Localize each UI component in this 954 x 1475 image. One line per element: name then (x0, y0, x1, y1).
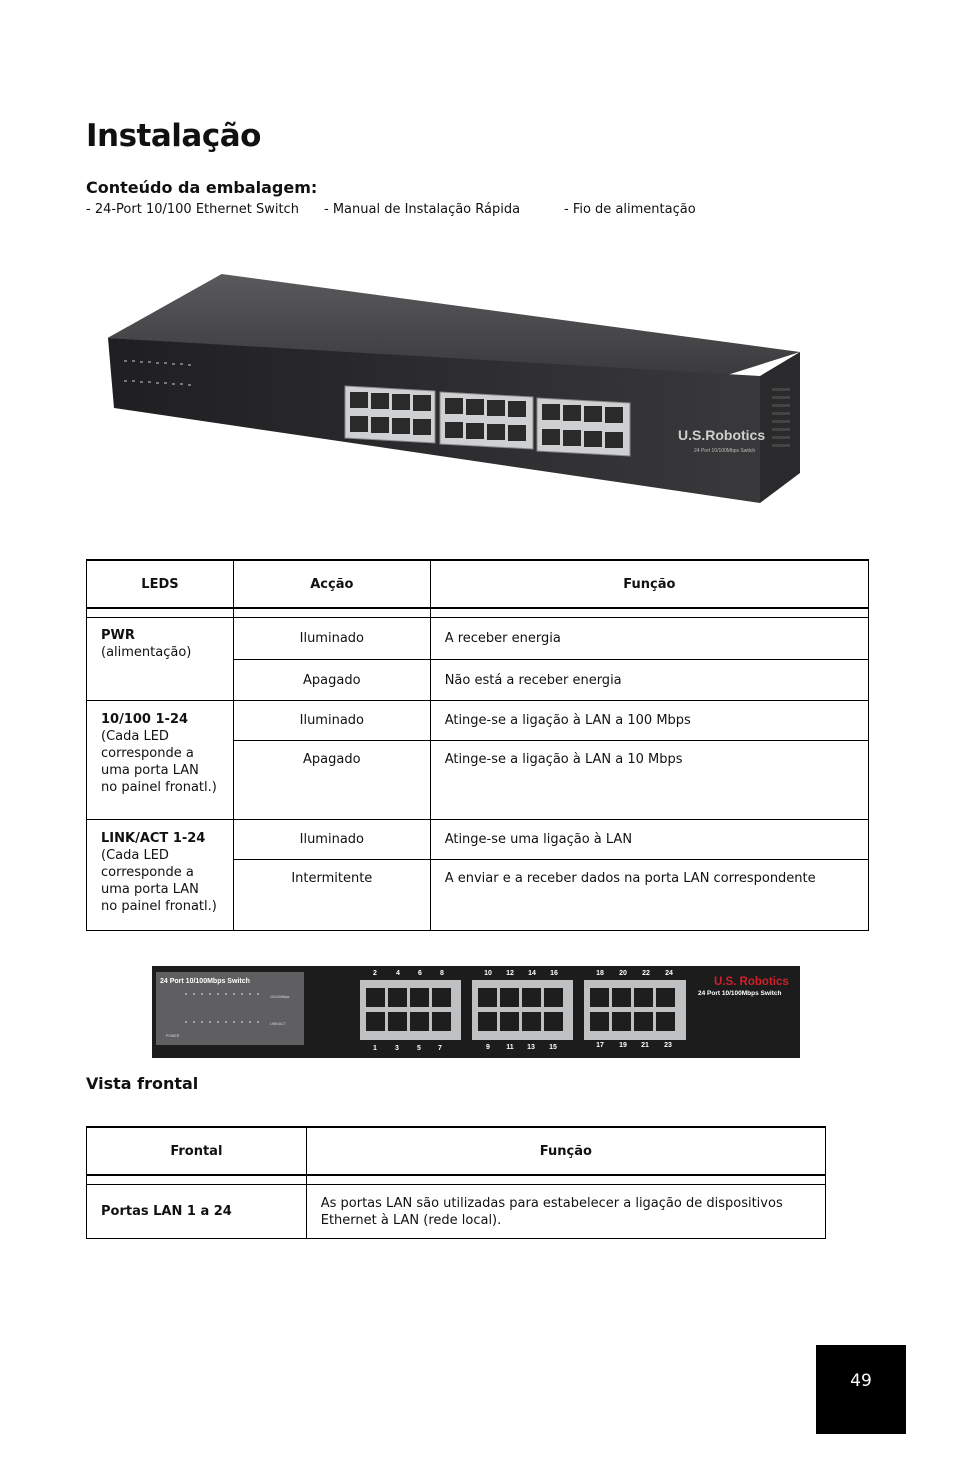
table-row (87, 701, 869, 741)
photo-brand-logo: U.S.Robotics (678, 427, 766, 443)
banner-brand-logo: U.S. Robotics (714, 976, 789, 988)
package-item-power-cord: - Fio de alimentação (564, 202, 696, 217)
port-number-label: 9 (486, 1044, 490, 1051)
port-number-label: 12 (506, 970, 514, 977)
port-number-label: 5 (417, 1045, 421, 1052)
led-name-pwr: PWR (101, 628, 135, 643)
port-number-label: 20 (619, 970, 627, 977)
table-row (87, 1185, 826, 1239)
table-row (87, 618, 869, 660)
function-cell: Atinge-se a ligação à LAN a 10 Mbps (430, 741, 868, 820)
led-name-10-100: 10/100 1-24 (101, 712, 189, 727)
table-row (87, 820, 869, 860)
banner-left-label: 24 Port 10/100Mbps Switch (160, 978, 250, 985)
col-header-front: Frontal (87, 1127, 307, 1175)
port-number-label: 17 (596, 1042, 604, 1049)
port-number-label: 15 (549, 1044, 557, 1051)
function-cell: A receber energia (430, 618, 868, 660)
photo-model-label: 24 Port 10/100Mbps Switch (694, 448, 756, 454)
led-desc-10-100: (Cada LED corresponde a uma porta LAN no painel fronatl.) (101, 729, 217, 795)
led-desc-link-act: (Cada LED corresponde a uma porta LAN no painel fronatl.) (101, 848, 217, 914)
front-name-cell: Portas LAN 1 a 24 (87, 1185, 307, 1239)
port-number-label: 6 (418, 970, 422, 977)
front-function-cell: As portas LAN são utilizadas para estabelecer a ligação de dispositivos Ethernet à LAN (rede local). (306, 1185, 825, 1239)
port-number-label: 11 (506, 1044, 514, 1051)
port-number-label: 14 (528, 970, 536, 977)
col-header-function: Função (306, 1127, 825, 1175)
banner-led-label-1: 10/100Mbps (270, 995, 290, 999)
port-number-label: 3 (395, 1045, 399, 1052)
banner-model-label: 24 Port 10/100Mbps Switch (698, 990, 782, 997)
led-desc-pwr: (alimentação) (101, 645, 192, 660)
led-name-link-act: LINK/ACT 1-24 (101, 831, 206, 846)
action-cell: Iluminado (233, 618, 430, 660)
port-number-label: 8 (440, 970, 444, 977)
banner-led-label-2: LINK/ACT (270, 1022, 286, 1026)
port-number-label: 10 (484, 970, 492, 977)
col-header-leds: LEDS (87, 560, 234, 608)
front-panel-diagram (152, 966, 800, 1058)
banner-power-label: POWER (166, 1034, 180, 1038)
port-number-label: 23 (664, 1042, 672, 1049)
port-number-label: 21 (641, 1042, 649, 1049)
port-number-label: 13 (527, 1044, 535, 1051)
led-table (86, 559, 869, 931)
package-contents-heading: Conteúdo da embalagem: (86, 178, 318, 197)
switch-photo (100, 268, 800, 510)
page-number: 49 (816, 1345, 906, 1434)
port-number-label: 24 (665, 970, 673, 977)
function-cell: A enviar e a receber dados na porta LAN correspondente (430, 860, 868, 931)
action-cell: Iluminado (233, 701, 430, 741)
package-item-switch: - 24-Port 10/100 Ethernet Switch (86, 202, 299, 217)
port-number-label: 22 (642, 970, 650, 977)
action-cell: Iluminado (233, 820, 430, 860)
package-item-manual: - Manual de Instalação Rápida (324, 202, 521, 217)
front-view-heading: Vista frontal (86, 1074, 199, 1093)
col-header-function: Função (430, 560, 868, 608)
port-number-label: 16 (550, 970, 558, 977)
page-title: Instalação (86, 118, 261, 154)
col-header-action: Acção (233, 560, 430, 608)
action-cell: Apagado (233, 660, 430, 701)
function-cell: Atinge-se uma ligação à LAN (430, 820, 868, 860)
function-cell: Atinge-se a ligação à LAN a 100 Mbps (430, 701, 868, 741)
port-number-label: 4 (396, 970, 400, 977)
port-number-label: 18 (596, 970, 604, 977)
function-cell: Não está a receber energia (430, 660, 868, 701)
action-cell: Intermitente (233, 860, 430, 931)
port-number-label: 19 (619, 1042, 627, 1049)
port-number-label: 1 (373, 1045, 377, 1052)
action-cell: Apagado (233, 741, 430, 820)
port-number-label: 7 (438, 1045, 442, 1052)
front-panel-table (86, 1126, 826, 1239)
port-number-label: 2 (373, 970, 377, 977)
